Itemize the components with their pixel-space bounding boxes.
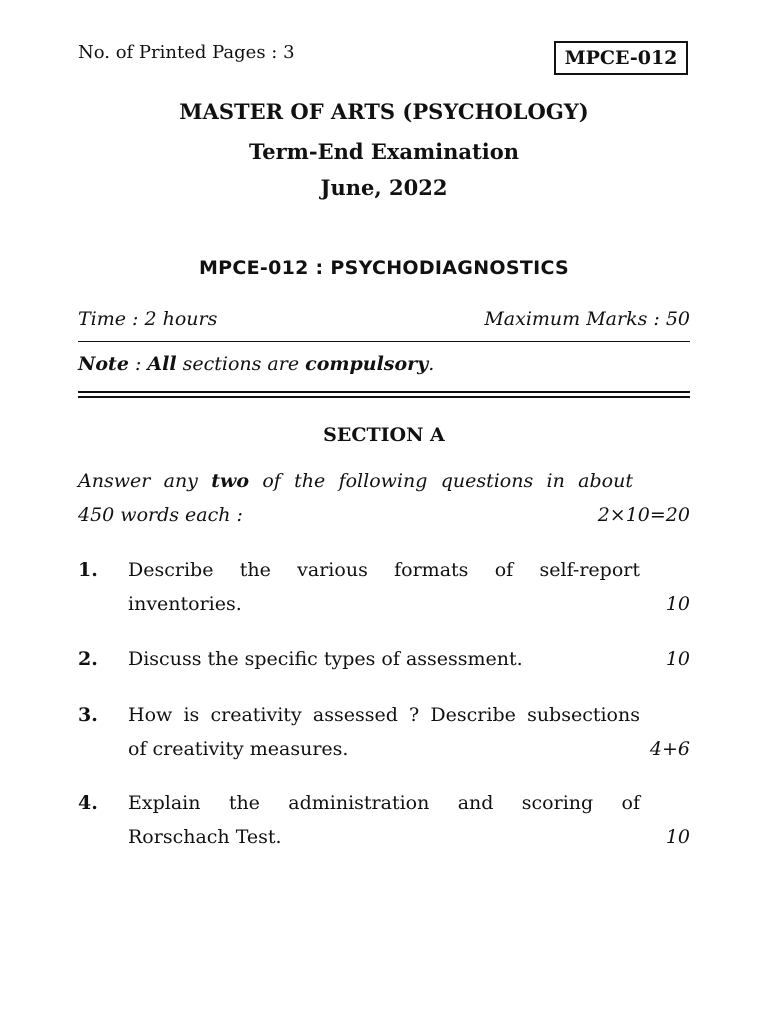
- note-all: All: [147, 353, 177, 375]
- question-text-cont: inventories.: [128, 593, 242, 615]
- question-number: 4.: [78, 792, 98, 814]
- exam-time: Time : 2 hours: [78, 308, 218, 330]
- course-title: MPCE-012 : PSYCHODIAGNOSTICS: [198, 257, 570, 279]
- question-text-cont: of creativity measures.: [128, 738, 349, 760]
- question-text: Discuss the specific types of assessment.: [128, 648, 523, 670]
- note-end: .: [428, 353, 435, 375]
- double-divider-top: [78, 391, 690, 393]
- section-instruction-line2: 450 words each :: [78, 504, 243, 526]
- question-text: How is creativity assessed ? Describe subsections: [128, 704, 640, 726]
- note-label: Note: [78, 353, 129, 375]
- question-text: Explain the administration and scoring of: [128, 792, 640, 814]
- question-number: 2.: [78, 648, 98, 670]
- divider: [78, 341, 690, 342]
- max-marks: Maximum Marks : 50: [484, 308, 690, 330]
- programme-title: MASTER OF ARTS (PSYCHOLOGY): [179, 99, 589, 124]
- question-marks: 4+6: [649, 738, 690, 760]
- question-marks: 10: [665, 826, 690, 848]
- instruction-pre: Answer any: [78, 470, 212, 492]
- question-number: 3.: [78, 704, 98, 726]
- exam-session: June, 2022: [320, 175, 448, 200]
- note-text: sections are: [176, 353, 306, 375]
- question-text: Describe the various formats of self-report: [128, 559, 640, 581]
- question-text-cont: Rorschach Test.: [128, 826, 282, 848]
- note-compulsory: compulsory: [305, 353, 429, 375]
- note-sep: :: [128, 353, 148, 375]
- printed-pages: No. of Printed Pages : 3: [78, 42, 295, 63]
- exam-title: Term-End Examination: [248, 139, 519, 164]
- instruction-post: of the following questions in about: [249, 470, 633, 492]
- double-divider-bottom: [78, 396, 690, 398]
- course-code-box: MPCE-012: [554, 41, 688, 75]
- note: [78, 353, 434, 375]
- instruction-bold: two: [211, 470, 250, 492]
- section-marks: 2×10=20: [597, 504, 690, 526]
- question-marks: 10: [665, 648, 690, 670]
- section-heading: SECTION A: [323, 424, 445, 446]
- section-instruction-line1: [78, 470, 633, 492]
- question-marks: 10: [665, 593, 690, 615]
- question-number: 1.: [78, 559, 98, 581]
